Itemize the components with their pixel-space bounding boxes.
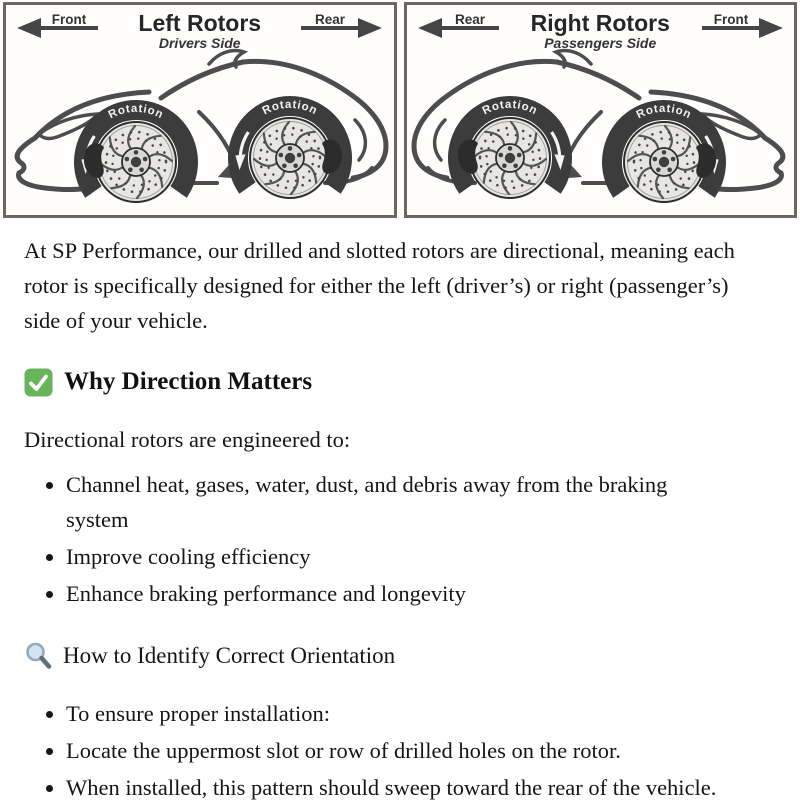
rotor-direction-figure — [3, 2, 797, 218]
heading1-text: Why Direction Matters — [64, 367, 313, 395]
identify-orientation-heading — [24, 638, 772, 674]
list-item: • When installed, this pattern should sweep toward the rear of the vehicle. — [66, 771, 772, 806]
magnifying-glass-icon — [24, 641, 54, 671]
right-panel-titles — [531, 11, 670, 52]
right-rotors-panel — [404, 2, 798, 218]
panel-title: Right Rotors — [530, 10, 670, 36]
engineered-intro: Directional rotors are engineered to: — [24, 427, 351, 453]
list-item: • Enhance braking performance and longevity — [66, 577, 716, 612]
front-label: Front — [713, 13, 749, 27]
rear-arrow-right-icon — [297, 13, 385, 40]
panel-title: Left Rotors — [138, 10, 262, 36]
benefits-list — [24, 468, 772, 612]
left-panel-header — [6, 5, 394, 52]
steps-list — [24, 697, 772, 806]
rear-arrow-left-icon — [415, 13, 503, 40]
left-panel-titles — [138, 11, 261, 52]
panel-subtitle: Passengers Side — [544, 35, 657, 51]
list-item: • Locate the uppermost slot or row of drilled holes on the rotor. — [66, 734, 772, 769]
right-panel-header — [407, 5, 795, 52]
front-label: Front — [51, 13, 87, 27]
intro-paragraph: At SP Performance, our drilled and slotted rotors are directional, meaning each rotor is specifically designed for either the left (driver’s) or right (passenger’s) side of your vehicle. — [24, 238, 735, 333]
front-arrow-left-icon — [14, 13, 102, 40]
list-item: • Channel heat, gases, water, dust, and debris away from the braking system — [66, 468, 716, 538]
front-arrow-right-icon — [698, 13, 786, 40]
list-item: • Improve cooling efficiency — [66, 540, 716, 575]
left-rotors-panel — [3, 2, 397, 218]
article-body — [0, 218, 800, 806]
panel-subtitle: Drivers Side — [158, 35, 241, 51]
heading2-text: How to Identify Correct Orientation — [63, 642, 396, 668]
rear-label: Rear — [454, 13, 485, 27]
green-checkmark-icon — [24, 368, 53, 397]
list-item: • To ensure proper installation: — [66, 697, 772, 732]
rear-label: Rear — [315, 13, 346, 27]
why-direction-matters-heading — [24, 363, 772, 402]
